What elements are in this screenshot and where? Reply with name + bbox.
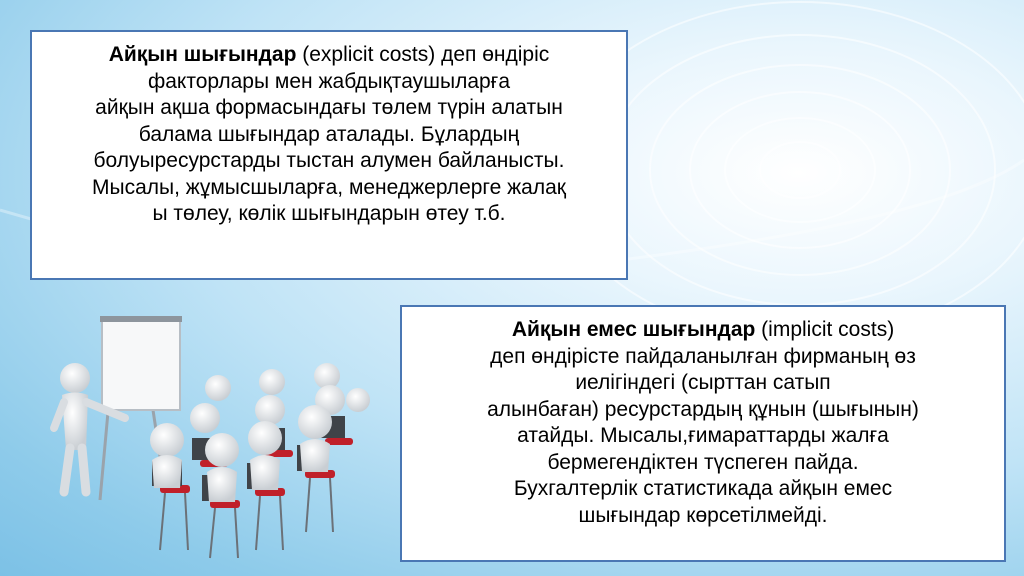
implicit-costs-line: (implicit costs) <box>755 318 895 341</box>
explicit-costs-term: Айқын шығындар <box>108 43 297 66</box>
implicit-costs-line: Бухгалтерлік статистикада айқын емес <box>513 477 893 500</box>
explicit-costs-line: (explicit costs) деп өндіріс <box>296 43 550 66</box>
implicit-costs-line: иелігіндегі (сырттан сатып <box>575 371 831 394</box>
implicit-costs-term: Айқын емес шығындар <box>511 318 756 341</box>
explicit-costs-line: айқын ақша формасындағы төлем түрін алатын <box>95 96 563 119</box>
implicit-costs-line: шығындар көрсетілмейді. <box>578 503 828 527</box>
explicit-costs-line: болуыресурстарды тыстан алумен байланысты. <box>93 149 565 172</box>
presentation-audience-icon <box>40 300 380 560</box>
implicit-costs-line: алынбаған) ресурстардың құнын (шығынын) <box>487 397 919 421</box>
implicit-costs-box <box>400 305 1006 562</box>
implicit-costs-line: деп өндірісте пайдаланылған фирманың өз <box>490 344 916 368</box>
implicit-costs-line: бермегендіктен түспеген пайда. <box>547 450 859 474</box>
audience-group <box>150 363 370 558</box>
explicit-costs-line: Мысалы, жұмысшыларға, менеджерлерге жалақ <box>92 175 566 199</box>
explicit-costs-line: ы төлеу, көлік шығындарын өтеу т.б. <box>152 202 506 225</box>
explicit-costs-box <box>30 30 628 280</box>
explicit-costs-line: факторлары мен жабдықтаушыларға <box>147 69 511 93</box>
implicit-costs-line: атайды. Мысалы,ғимараттарды жалға <box>517 424 889 447</box>
explicit-costs-line: балама шығындар аталады. Бұлардың <box>138 122 520 146</box>
